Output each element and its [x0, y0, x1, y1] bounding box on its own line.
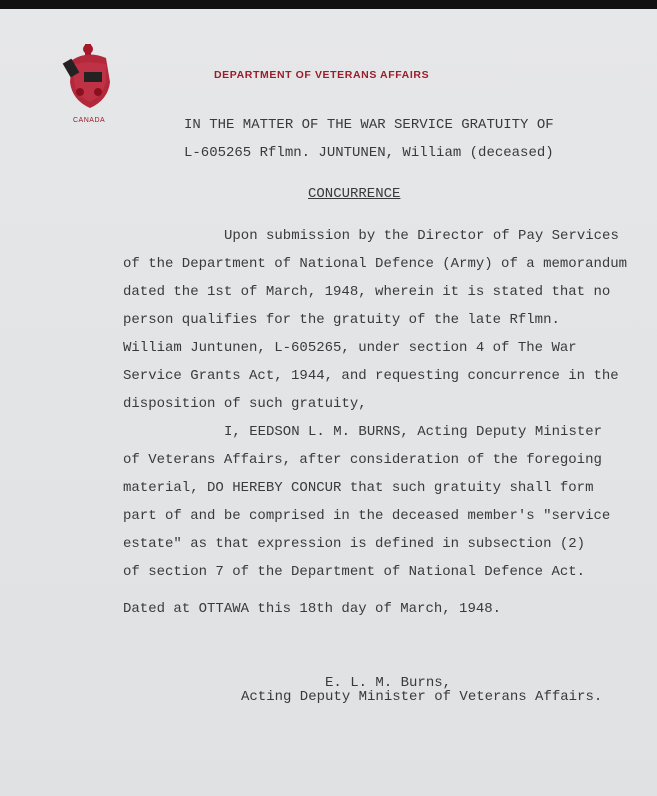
- body-line: disposition of such gratuity,: [123, 396, 367, 412]
- heading-line-1: IN THE MATTER OF THE WAR SERVICE GRATUITY OF: [184, 117, 554, 133]
- body-line: of the Department of National Defence (Army) of a memorandum: [123, 256, 628, 272]
- document-title: CONCURRENCE: [308, 186, 401, 202]
- body-line: of Veterans Affairs, after consideration of the foregoing: [123, 452, 602, 468]
- letterhead-country: CANADA: [73, 117, 106, 124]
- body-line: I, EEDSON L. M. BURNS, Acting Deputy Minister: [224, 424, 603, 440]
- dated-line: Dated at OTTAWA this 18th day of March, 1948.: [123, 601, 502, 617]
- body-line: of section 7 of the Department of National Defence Act.: [123, 564, 586, 580]
- heading-line-2: L-605265 Rflmn. JUNTUNEN, William (deceased): [184, 145, 554, 161]
- body-line: part of and be comprised in the deceased member's "service: [123, 508, 611, 524]
- body-line: person qualifies for the gratuity of the late Rflmn.: [123, 312, 560, 328]
- body-line: Service Grants Act, 1944, and requesting concurrence in the: [123, 368, 619, 384]
- body-line: Upon submission by the Director of Pay Services: [224, 228, 619, 244]
- body-line: dated the 1st of March, 1948, wherein it is stated that no: [123, 284, 611, 300]
- signature-name: E. L. M. Burns,: [325, 675, 452, 691]
- canada-crest-icon: [62, 42, 118, 114]
- signature-title: Acting Deputy Minister of Veterans Affairs.: [241, 689, 603, 705]
- body-line: William Juntunen, L-605265, under section 4 of The War: [123, 340, 577, 356]
- scan-border: [0, 0, 657, 9]
- letterhead-department: DEPARTMENT OF VETERANS AFFAIRS: [214, 69, 430, 81]
- body-line: material, DO HEREBY CONCUR that such gratuity shall form: [123, 480, 594, 496]
- body-line: estate" as that expression is defined in subsection (2): [123, 536, 586, 552]
